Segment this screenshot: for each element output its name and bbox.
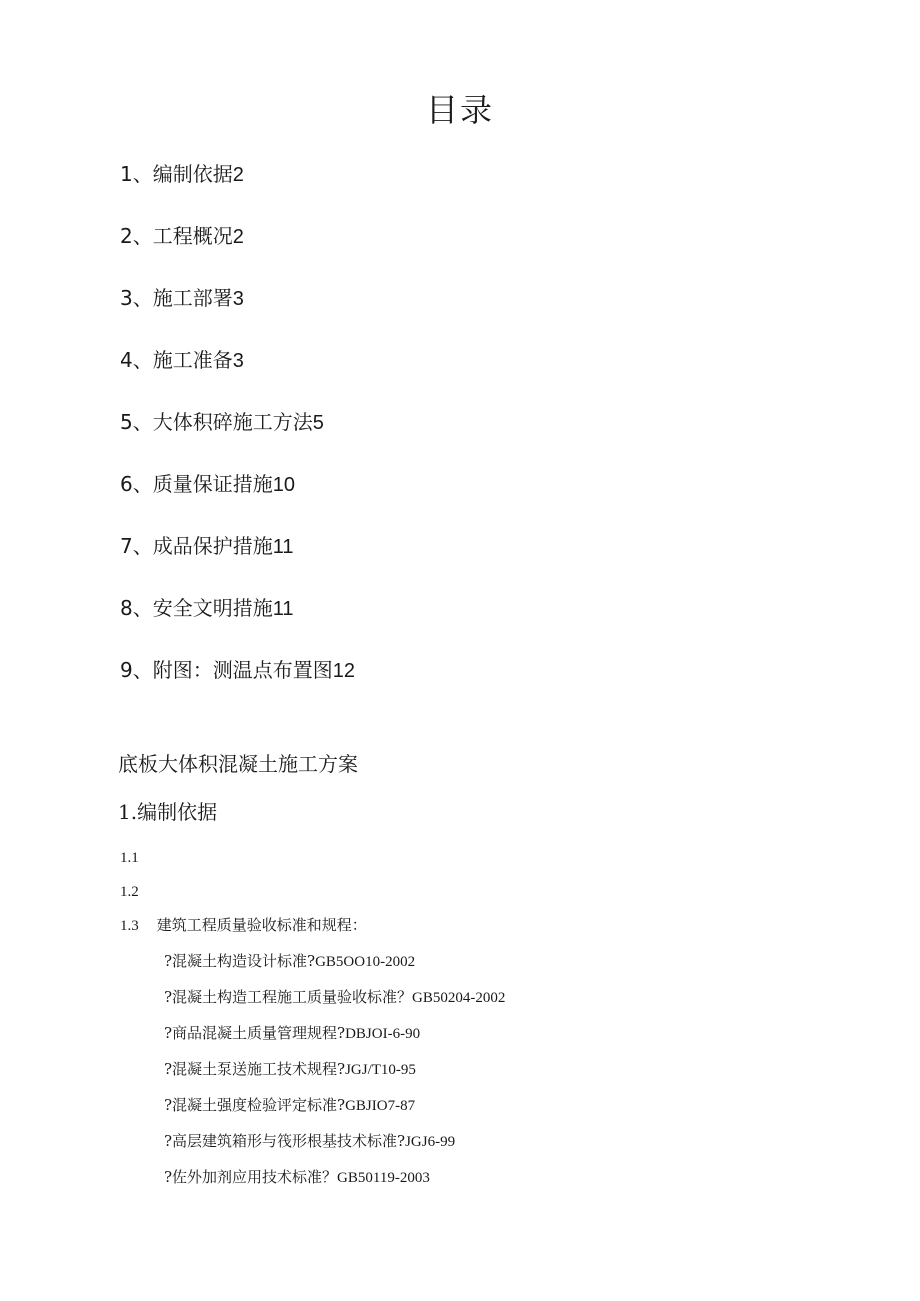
toc-item-label: 8、安全文明措施: [120, 596, 273, 620]
clause: [120, 880, 157, 903]
toc-item-page: 3: [232, 350, 244, 372]
standard-name: ?混凝土构造设计标准?: [164, 952, 316, 970]
standard-code: GB50204-2002: [412, 990, 506, 1006]
clause: [120, 914, 367, 937]
standard-name: ?高层建筑箱形与筏形根基技术标准?: [164, 1132, 406, 1150]
section-heading: 1.编制依据: [118, 800, 218, 824]
toc-item[interactable]: [120, 462, 355, 524]
standard-name: ?混凝土构造工程施工质量验收标准？: [164, 988, 413, 1006]
standard-name: ?混凝土泵送施工技术规程?: [164, 1060, 346, 1078]
toc-list: [120, 152, 355, 710]
standard-code: JGJ6-99: [405, 1134, 456, 1150]
toc-item-page: 2: [232, 226, 244, 248]
standard-name: ?佐外加剂应用技术标准？: [164, 1168, 338, 1186]
toc-item-label: 3、施工部署: [120, 286, 233, 310]
standard-code: GB50119-2003: [337, 1170, 430, 1186]
toc-item-label: 5、大体积碎施工方法: [120, 410, 313, 434]
standard-code: GBJIO7-87: [345, 1098, 416, 1114]
toc-item-page: 3: [232, 288, 244, 310]
toc-item[interactable]: [120, 152, 355, 214]
document-title: 底板大体积混凝土施工方案: [118, 752, 358, 776]
toc-title: 目录: [425, 91, 494, 129]
standard-name: ?商品混凝土质量管理规程?: [164, 1024, 346, 1042]
standard-item: [164, 984, 505, 1020]
standard-name: ?混凝土强度检验评定标准?: [164, 1096, 346, 1114]
toc-item-page: 2: [232, 164, 244, 186]
clause-number: 1.1: [120, 850, 139, 866]
toc-item[interactable]: [120, 586, 355, 648]
standard-item: [164, 948, 505, 984]
clause-number: 1.3: [120, 918, 139, 934]
standard-code: GB5OO10-2002: [315, 954, 416, 970]
toc-item-page: 11: [272, 536, 294, 558]
standards-list: [164, 948, 505, 1200]
clause-text: 建筑工程质量验收标准和规程：: [156, 916, 367, 934]
standard-item: [164, 1056, 505, 1092]
toc-item[interactable]: [120, 338, 355, 400]
toc-item-label: 7、成品保护措施: [120, 534, 273, 558]
standard-item: [164, 1092, 505, 1128]
toc-item[interactable]: [120, 524, 355, 586]
toc-item[interactable]: [120, 648, 355, 710]
toc-item[interactable]: [120, 276, 355, 338]
toc-item-page: 11: [272, 598, 294, 620]
toc-item-label: 9、附图：测温点布置图: [120, 658, 333, 682]
standard-code: DBJOI-6-90: [345, 1026, 421, 1042]
clause-number: 1.2: [120, 884, 139, 900]
toc-item[interactable]: [120, 400, 355, 462]
toc-item-label: 4、施工准备: [120, 348, 233, 372]
toc-item-label: 6、质量保证措施: [120, 472, 273, 496]
toc-item-label: 2、工程概况: [120, 224, 233, 248]
toc-item-page: 12: [332, 660, 355, 682]
toc-item-label: 1、编制依据: [120, 162, 233, 186]
standard-item: [164, 1020, 505, 1056]
standard-code: JGJ/T10-95: [345, 1062, 416, 1078]
toc-item-page: 10: [272, 474, 295, 496]
clause: [120, 846, 157, 869]
toc-item-page: 5: [312, 412, 324, 434]
toc-item[interactable]: [120, 214, 355, 276]
standard-item: [164, 1164, 505, 1200]
standard-item: [164, 1128, 505, 1164]
